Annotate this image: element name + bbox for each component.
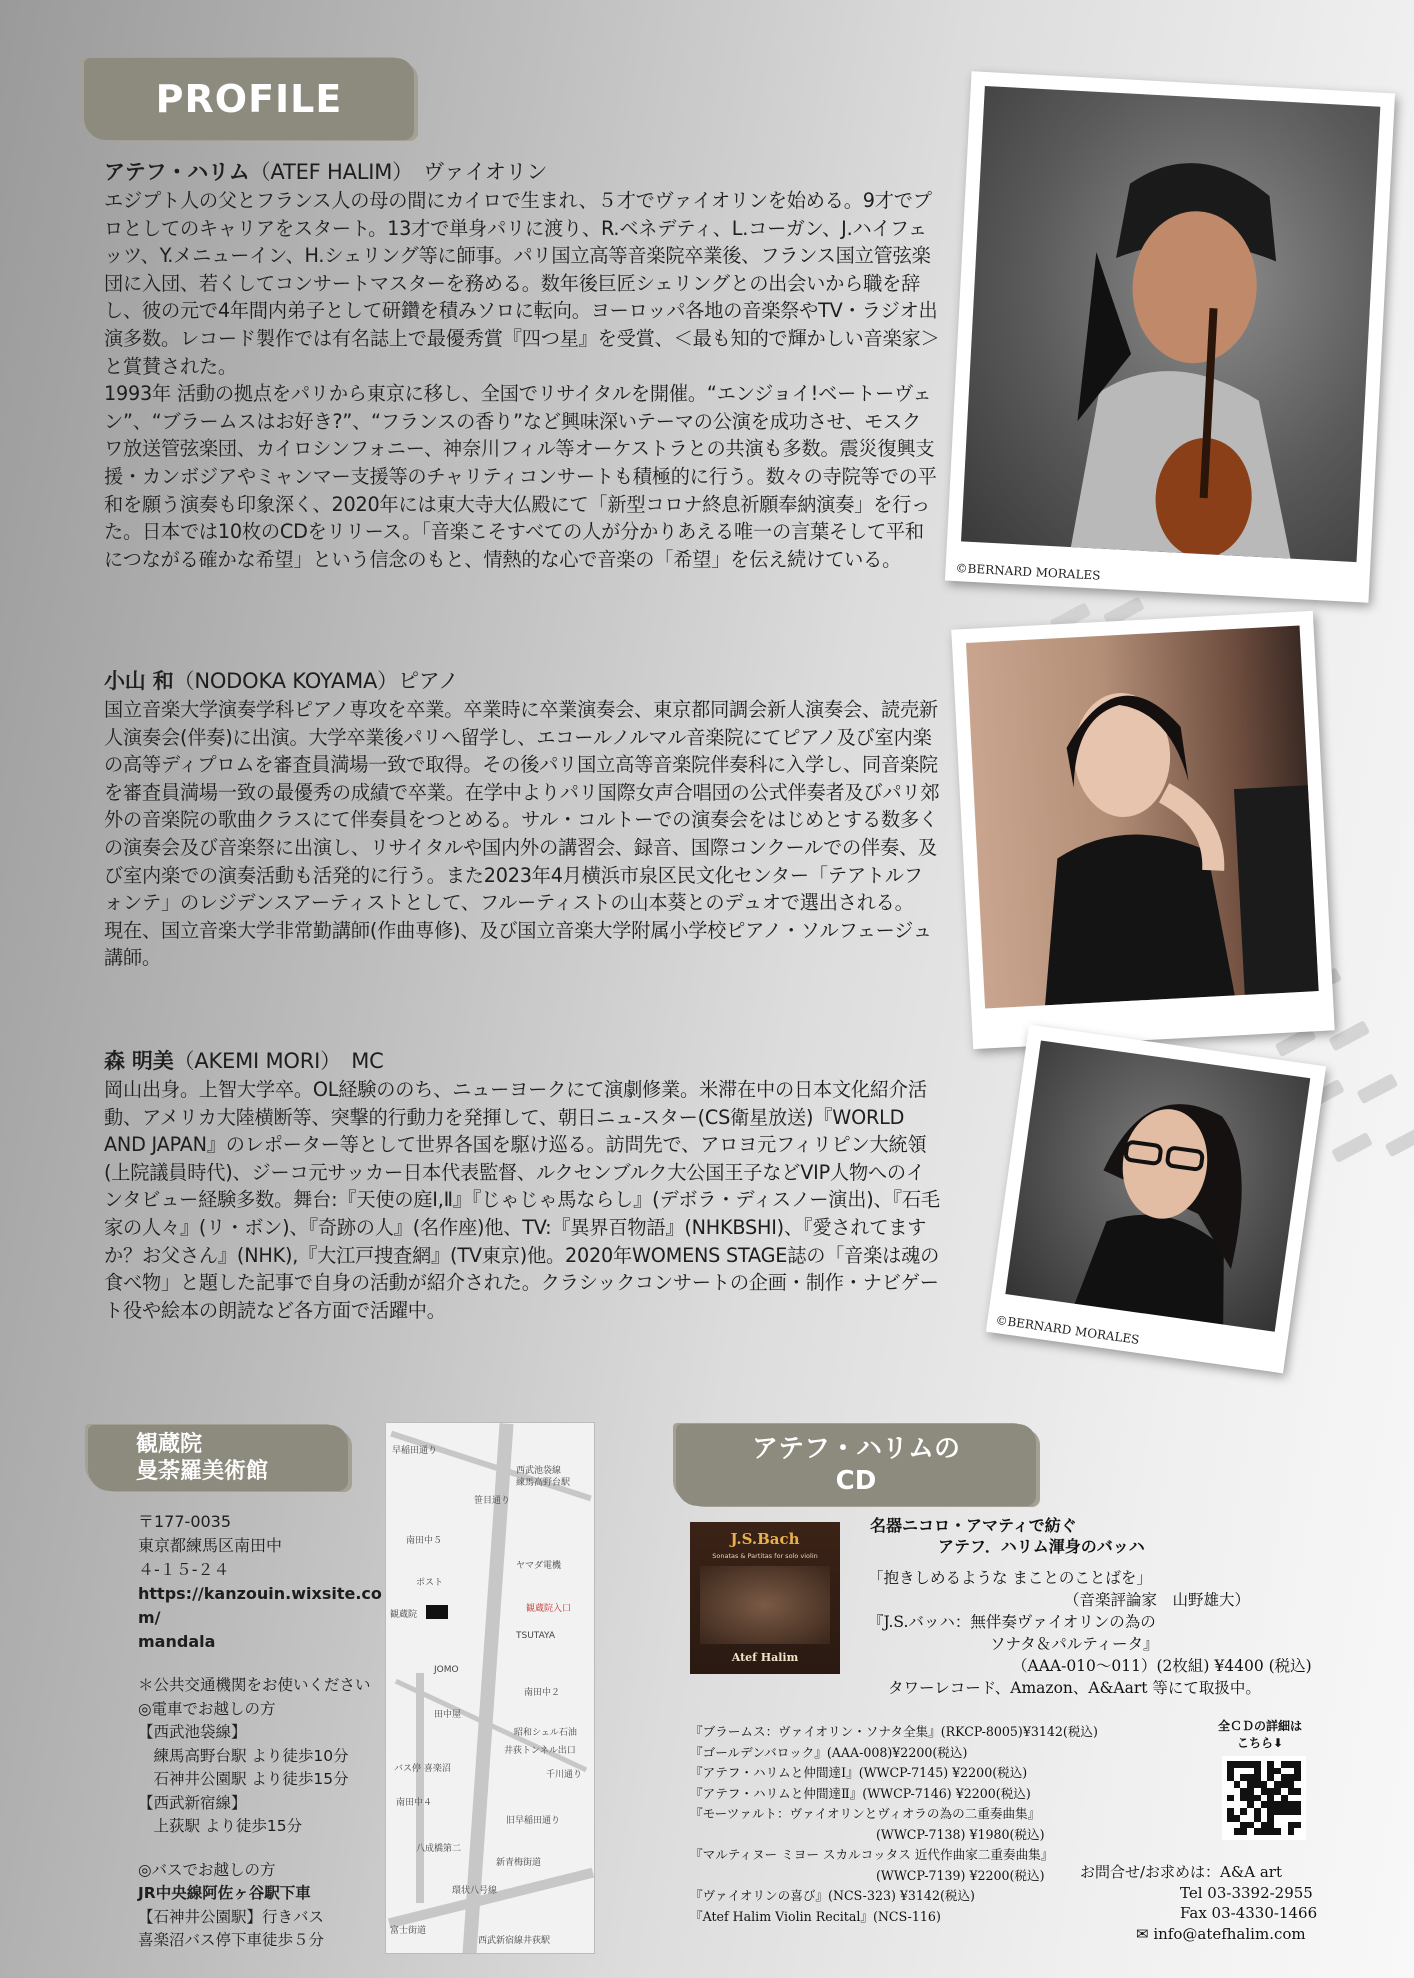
venue-address-line1: 東京都練馬区南田中 (138, 1536, 283, 1555)
cd-heading (676, 1424, 1036, 1506)
map-label: 南田中２ (524, 1688, 561, 1698)
map-label: ヤマダ電機 (516, 1561, 562, 1571)
bio-atef-heading (104, 157, 940, 187)
discography-item: 『アテフ・ハリムと仲間達Ⅱ』(WWCP-7146) ¥2200(税込) (690, 1785, 1031, 1801)
map-label: 観蔵院 (390, 1610, 418, 1620)
discography-item: 『Atef Halim Violin Recital』(NCS-116) (690, 1908, 941, 1924)
venue-map (385, 1422, 595, 1954)
map-road (390, 1431, 592, 1502)
discography-item: 『ブラームス：ヴァイオリン・ソナタ全集』(RKCP-8005)¥3142(税込) (690, 1724, 1098, 1739)
akemi-role: MC (351, 1049, 384, 1073)
cd-cover (690, 1522, 840, 1674)
bio-nodoka-koyama (104, 666, 940, 972)
bio-akemi-heading (104, 1046, 940, 1076)
map-label: 昭和シェル石油 (514, 1728, 577, 1738)
contact-label: お問合せ/お求めは：A&A art (1080, 1863, 1282, 1881)
contact-tel: Tel 03-3392-2955 (1180, 1883, 1313, 1902)
photo-akemi-mori (986, 1025, 1326, 1374)
map-label: バス停 喜楽沼 (394, 1764, 451, 1774)
nodoka-bio-text: 国立音楽大学演奏学科ピアノ専攻を卒業。卒業時に卒業演奏会、東京都同調会新人演奏会、読売新人演奏会(伴奏)に出演。大学卒業後パリへ留学し、エコールノルマル音楽院にてピアノ及び室内楽の高等ディプロムを審査員満場一致で取得。その後パリ国立高等音楽院伴奏科に入学し、同音楽院を審査員満場一致の最優秀の成績で卒業。在学中よりパリ国際女声合唱団の公式伴奏者及びパリ郊外の音楽院の歌曲クラスにて伴奏員をつとめる。サル・コルトーでの演奏会をはじめとする数多くの演奏会及び音楽祭に出演し、リサイタルや国内外の講習会、録音、国際コンクールでの伴奏、及び室内楽での演奏活動も活発的に行う。また2023年4月横浜市泉区民文化センター「テアトルフォンテ」のレジデンスアーティストとして、フルーティストの山本葵とのデュオで選出される。 現在、国立音楽大学非常勤講師(作曲専修)、及び国立音楽大学附属小学校ピアノ・ソルフェージュ講師。 (104, 698, 940, 970)
venue-name-line2: 曼荼羅美術館 (136, 1459, 269, 1484)
discography-item: 『ゴールデンバロック』(AAA-008)¥2200(税込) (690, 1744, 968, 1760)
bus-line: 【石神井公園駅】行きバス (138, 1907, 325, 1926)
train-line: 石神井公園駅 より徒歩15分 (138, 1770, 349, 1788)
cd-heading-line1: アテフ・ハリムの (751, 1434, 960, 1464)
akemi-bio-text: 岡山出身。上智大学卒。OL経験ののち、ニューヨークにて演劇修業。米滞在中の日本文化紹介活動、アメリカ大陸横断等、突撃的行動力を発揮して、朝日ニュ-スター(CS衛星放送)『WORLD AND JAPAN』のレポーター等として世界各国を駆け巡る。訪問先で、アロヨ元フィリピン大統領(上院議員時代)、ジーコ元サッカー日本代表監督、ルクセンブルク大公国王子などVIP人物へのインタビュー経験多数。舞台:『天使の庭Ⅰ,Ⅱ』『じゃじゃ馬ならし』(デボラ・ディスノー演出)、『石毛家の人々』(リ・ボン)、『奇跡の人』(名作座)他、TV:『異界百物語』(NHKBSHI)、『愛されてますか？お父さん』(NHK),『大江戸捜査網』(TV東京)他。2020年WOMENS STAGE誌の「音楽は魂の食べ物」と題した記事で自身の活動が紹介された。クラシックコンサートの企画・制作・ナビゲート役や絵本の朗読など各方面で活躍中。 (104, 1078, 940, 1322)
akemi-name: 森 明美 (104, 1049, 174, 1073)
venue-url[interactable]: https://kanzouin.wixsite.com/ mandala (138, 1584, 382, 1651)
cd-tagline: 名器ニコロ・アマティで紡ぐ アテフ．ハリム渾身のバッハ (870, 1516, 1145, 1556)
qr-note: 全ＣＤの詳細は こちら⬇ (1217, 1719, 1302, 1750)
venue-postal: 〒177-0035 (138, 1512, 232, 1531)
discography-item: 『マルティヌー ミヨー スカルコッタス 近代作曲家二重奏曲集』 (690, 1847, 1054, 1862)
map-label: 千川通り (546, 1770, 583, 1780)
map-label: 笹目通り (474, 1496, 511, 1506)
akemi-photo-credit: ©BERNARD MORALES (994, 1312, 1141, 1347)
venue-marker (426, 1605, 448, 1619)
venue-name-line1: 観蔵院 (136, 1432, 203, 1457)
bio-akemi-mori (104, 1046, 940, 1324)
nodoka-portrait-image (966, 626, 1319, 1009)
bus-heading: ◎バスでお越しの方 (138, 1860, 276, 1879)
nodoka-name: 小山 和 (104, 669, 174, 693)
venue-address-line2: ４-１５-２４ (138, 1560, 230, 1579)
cd-cover-artist: Atef Halim (731, 1651, 799, 1664)
photo-nodoka-koyama (951, 611, 1334, 1049)
qr-code-pattern (1227, 1761, 1301, 1835)
map-label: 南田中４ (396, 1798, 433, 1808)
cd-cover-photo (700, 1566, 830, 1644)
atef-portrait-image (961, 86, 1380, 562)
akemi-roman-name: （AKEMI MORI） (173, 1049, 331, 1073)
atef-photo-credit: ©BERNARD MORALES (955, 561, 1101, 583)
atef-roman-name: （ATEF HALIM） (249, 160, 403, 184)
cd-catalog: （AAA-010～011）(2枚組) ¥4400 (税込) (1012, 1657, 1312, 1675)
map-label: 観蔵院入口 (526, 1604, 572, 1614)
train-line: 上荻駅 より徒歩15分 (138, 1817, 303, 1835)
map-label: 旧早稲田通り (506, 1816, 561, 1826)
map-label: JOMO (434, 1665, 459, 1675)
profile-heading (84, 58, 414, 140)
cd-heading-line2: CD (835, 1466, 877, 1496)
bio-atef-halim (104, 157, 940, 573)
map-label: 富士街道 (390, 1926, 427, 1936)
map-label: 井荻トンネル出口 (504, 1746, 576, 1756)
train-line: 【西武新宿線】 (138, 1793, 247, 1812)
contact-fax: Fax 03-4330-1466 (1180, 1904, 1318, 1922)
venue-heading (88, 1425, 348, 1491)
map-label: 練馬高野台駅 (516, 1478, 571, 1488)
cd-critic: （音楽評論家 山野雄大） (1064, 1591, 1251, 1609)
cd-description (868, 1567, 1318, 1699)
atef-instrument: ヴァイオリン (423, 160, 548, 184)
map-label: 田中屋 (434, 1710, 462, 1720)
train-line: 【西武池袋線】 (138, 1723, 247, 1741)
discography-item: (WWCP-7138) ¥1980(税込) (876, 1826, 1045, 1842)
nodoka-roman-name: （NODOKA KOYAMA） (173, 669, 398, 693)
akemi-portrait-image (1005, 1040, 1310, 1331)
train-line: 練馬高野台駅 より徒歩10分 (138, 1746, 349, 1765)
map-road (416, 1673, 424, 1903)
cd-title-line2: ソナタ＆パルティータ』 (990, 1635, 1159, 1653)
transit-note: ＊公共交通機関をお使いください (138, 1676, 371, 1694)
cd-quote: 「抱きしめるような まことのことばを」 (868, 1569, 1152, 1587)
discography-item: (WWCP-7139) ¥2200(税込) (876, 1867, 1045, 1883)
discography-item: 『ヴァイオリンの喜び』(NCS-323) ¥3142(税込) (690, 1888, 975, 1903)
bus-line: JR中央線阿佐ヶ谷駅下車 (138, 1884, 311, 1902)
bio-nodoka-heading (104, 666, 940, 696)
contact-info (1080, 1862, 1330, 1944)
map-label: 西武池袋線 (516, 1466, 562, 1476)
map-label: 早稲田通り (392, 1446, 438, 1456)
cd-cover-title: J.S.Bach (730, 1530, 800, 1548)
atef-bio-text: エジプト人の父とフランス人の母の間にカイロで生まれ、５才でヴァイオリンを始める。9才でプロとしてのキャリアをスタート。13才で単身パリに渡り、R.ベネデティ、L.コーガン、J.ハイフェッツ、Y.メニューイン、H.シェリング等に師事。パリ国立高等音楽院卒業後、フランス国立管弦楽団に入団、若くしてコンサートマスターを務める。数年後巨匠シェリングとの出会いから職を辞し、彼の元で4年間内弟子として研鑽を積みソロに転向。ヨーロッパ各地の音楽祭やTV・ラジオ出演多数。レコード製作では有名誌上で最優秀賞『四つ星』を受賞、＜最も知的で輝かしい音楽家＞と賞賛された。 1993年 活動の拠点をパリから東京に移し、全国でリサイタルを開催。“エンジョイ!ベートーヴェン”、“ブラームスはお好き?”、“フランスの香り”など興味深いテーマの公演を成功させ、モスクワ放送管弦楽団、カイロシンフォニー、神奈川フィル等オーケストラとの共演も多数。震災復興支援・カンボジアやミャンマー支援等のチャリティコンサートも積極的に行う。数々の寺院等での平和を願う演奏も印象深く、2020年には東大寺大仏殿にて「新型コロナ終息祈願奉納演奏」を行った。日本では10枚のCDをリリース。「音楽こそすべての人が分かりあえる唯一の言葉そして平和につながる確かな希望」という信念のもと、情熱的な心で音楽の「希望」を伝え続けている。 (104, 189, 940, 571)
discography-item: 『アテフ・ハリムと仲間達Ⅰ』(WWCP-7145) ¥2200(税込) (690, 1765, 1028, 1780)
cd-cover-subtitle: Sonatas & Partitas for solo violin (712, 1552, 818, 1560)
map-label: 八成橋第二 (416, 1844, 462, 1854)
bus-line: 喜楽沼バス停下車徒歩５分 (138, 1931, 325, 1949)
photo-atef-halim (945, 71, 1395, 602)
map-label: ポスト (416, 1578, 444, 1588)
profile-heading-text: PROFILE (155, 77, 343, 121)
train-heading: ◎電車でお越しの方 (138, 1699, 276, 1718)
atef-name: アテフ・ハリム (104, 160, 250, 184)
qr-code[interactable] (1222, 1756, 1306, 1840)
map-label: TSUTAYA (516, 1631, 556, 1641)
nodoka-instrument: ピアノ (397, 669, 459, 693)
cd-title-line1: 『J.S.バッハ：無伴奏ヴァイオリンの為の (868, 1613, 1156, 1631)
map-label: 西武新宿線井荻駅 (478, 1936, 551, 1946)
map-label: 新青梅街道 (496, 1858, 542, 1868)
venue-info (138, 1510, 388, 1953)
discography-item: 『モーツァルト：ヴァイオリンとヴィオラの為の二重奏曲集』 (690, 1806, 1041, 1821)
contact-email[interactable]: ✉ info@atefhalim.com (1136, 1924, 1306, 1943)
cd-stores: タワーレコード、Amazon、A&Aart 等にて取扱中。 (888, 1679, 1261, 1697)
map-label: 南田中５ (406, 1536, 443, 1546)
map-label: 環状八号線 (452, 1886, 498, 1896)
